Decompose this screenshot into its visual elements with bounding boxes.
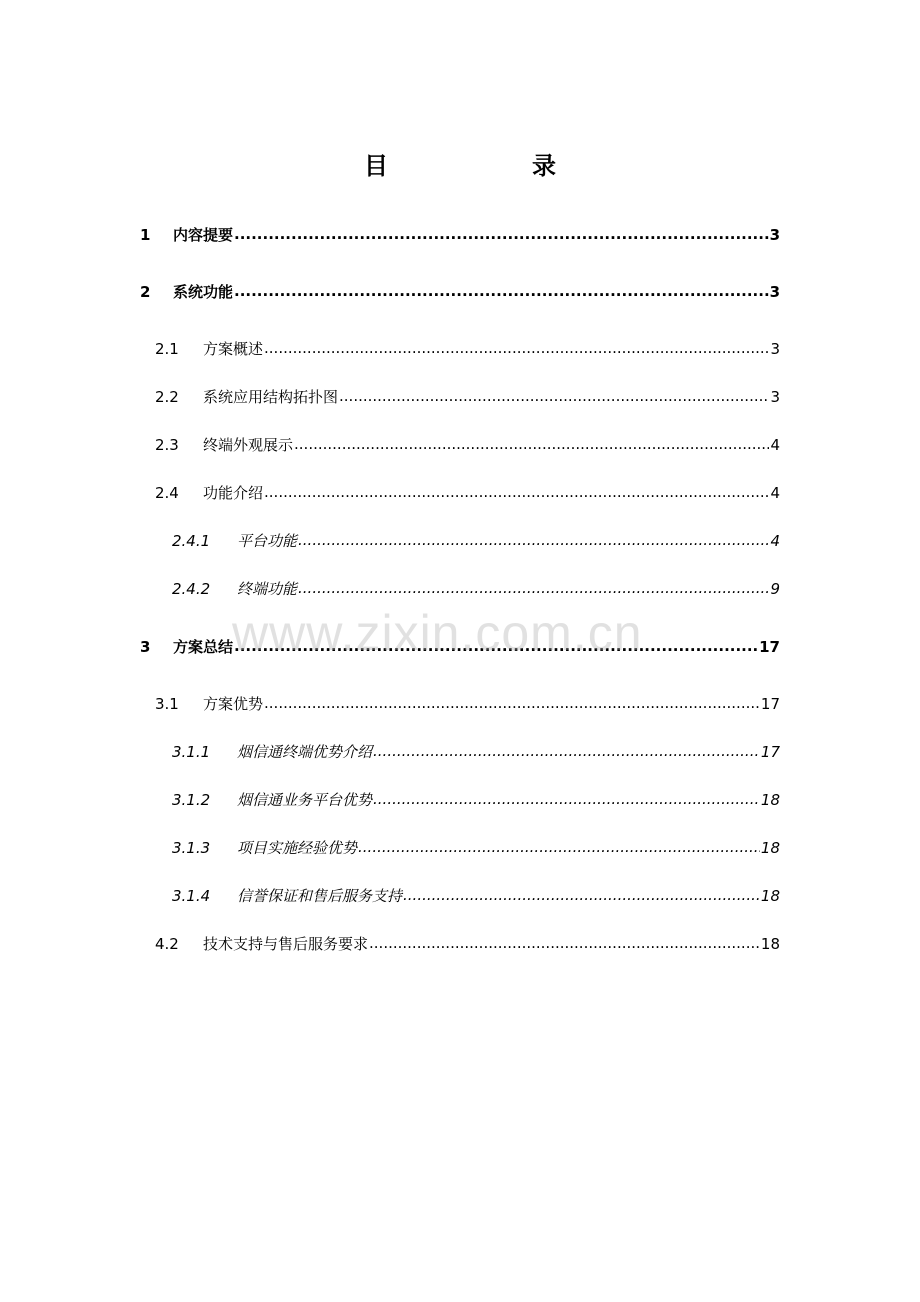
dot-leader xyxy=(234,282,769,300)
toc-entry-label: 方案总结 xyxy=(173,638,234,656)
toc-entry[interactable] xyxy=(172,837,780,858)
dot-leader xyxy=(298,579,769,597)
toc-entry[interactable] xyxy=(155,386,780,407)
toc-entry-page: 3 xyxy=(769,283,780,301)
dot-leader xyxy=(369,934,760,952)
toc-entry[interactable] xyxy=(155,933,780,954)
toc-entry-label: 技术支持与售后服务要求 xyxy=(203,935,369,953)
toc-entry-label: 信誉保证和售后服务支持 xyxy=(237,887,403,905)
toc-entry-page: 3 xyxy=(770,388,780,406)
toc-entry-page: 18 xyxy=(760,839,780,857)
toc-entry[interactable] xyxy=(155,338,780,359)
toc-entry-number: 2.1 xyxy=(155,340,179,358)
toc-entry-label: 烟信通业务平台优势 xyxy=(237,791,373,809)
toc-entry-label: 功能介绍 xyxy=(203,484,264,502)
toc-entry[interactable] xyxy=(155,693,780,714)
toc-entry-number: 2.4 xyxy=(155,484,179,502)
toc-entry-page: 4 xyxy=(770,532,780,550)
watermark: www.zixin.com.cn xyxy=(232,605,643,661)
toc-entry-page: 3 xyxy=(769,226,780,244)
toc-entry-page: 18 xyxy=(760,887,780,905)
toc-entry-label: 项目实施经验优势 xyxy=(237,839,358,857)
toc-entry-label: 系统功能 xyxy=(173,283,234,301)
dot-leader xyxy=(403,886,760,904)
toc-entry-number: 3.1.3 xyxy=(172,839,211,857)
toc-entry-label: 内容提要 xyxy=(173,226,234,244)
toc-entry-number: 4.2 xyxy=(155,935,179,953)
toc-entry-number: 1 xyxy=(140,226,151,244)
toc-entry-page: 17 xyxy=(759,638,780,656)
dot-leader xyxy=(373,790,760,808)
toc-entry[interactable] xyxy=(172,530,780,551)
toc-entry[interactable] xyxy=(155,434,780,455)
dot-leader xyxy=(264,483,769,501)
toc-entry-label: 终端功能 xyxy=(237,580,298,598)
toc-entry-label: 终端外观展示 xyxy=(203,436,294,454)
toc-entry[interactable] xyxy=(172,789,780,810)
toc-entry-label: 方案概述 xyxy=(203,340,264,358)
page-title: 目 录 xyxy=(364,152,616,180)
dot-leader xyxy=(298,531,769,549)
toc-entry-number: 2.3 xyxy=(155,436,179,454)
toc-entry-page: 4 xyxy=(770,484,780,502)
toc-entry-label: 系统应用结构拓扑图 xyxy=(203,388,339,406)
toc-entry-label: 烟信通终端优势介绍 xyxy=(237,743,373,761)
dot-leader xyxy=(234,225,769,243)
dot-leader xyxy=(358,838,760,856)
toc-entry-number: 3.1.1 xyxy=(172,743,211,761)
toc-entry-page: 17 xyxy=(760,695,780,713)
toc-entry-number: 2.4.1 xyxy=(172,532,211,550)
toc-entry[interactable] xyxy=(172,741,780,762)
toc-entry-label: 方案优势 xyxy=(203,695,264,713)
toc-entry[interactable] xyxy=(140,281,780,302)
toc-entry-page: 9 xyxy=(770,580,780,598)
toc-entry-page: 17 xyxy=(760,743,780,761)
toc-entry-number: 3.1.2 xyxy=(172,791,211,809)
dot-leader xyxy=(234,637,758,655)
dot-leader xyxy=(264,694,760,712)
toc-entry-number: 2.2 xyxy=(155,388,179,406)
toc-entry[interactable] xyxy=(172,578,780,599)
toc-entry[interactable] xyxy=(155,482,780,503)
toc-entry[interactable] xyxy=(140,224,780,245)
toc-entry-number: 2.4.2 xyxy=(172,580,211,598)
dot-leader xyxy=(373,742,760,760)
dot-leader xyxy=(264,339,769,357)
toc-entry-page: 3 xyxy=(770,340,780,358)
toc-entry-number: 3.1 xyxy=(155,695,179,713)
toc-entry-number: 2 xyxy=(140,283,151,301)
toc-entry[interactable] xyxy=(140,636,780,657)
toc-entry-page: 18 xyxy=(760,791,780,809)
toc-entry-number: 3.1.4 xyxy=(172,887,211,905)
toc-entry-label: 平台功能 xyxy=(237,532,298,550)
toc-entry-page: 4 xyxy=(770,436,780,454)
toc-entry-page: 18 xyxy=(760,935,780,953)
toc-entry[interactable] xyxy=(172,885,780,906)
toc-entry-number: 3 xyxy=(140,638,151,656)
dot-leader xyxy=(339,387,769,405)
dot-leader xyxy=(294,435,769,453)
